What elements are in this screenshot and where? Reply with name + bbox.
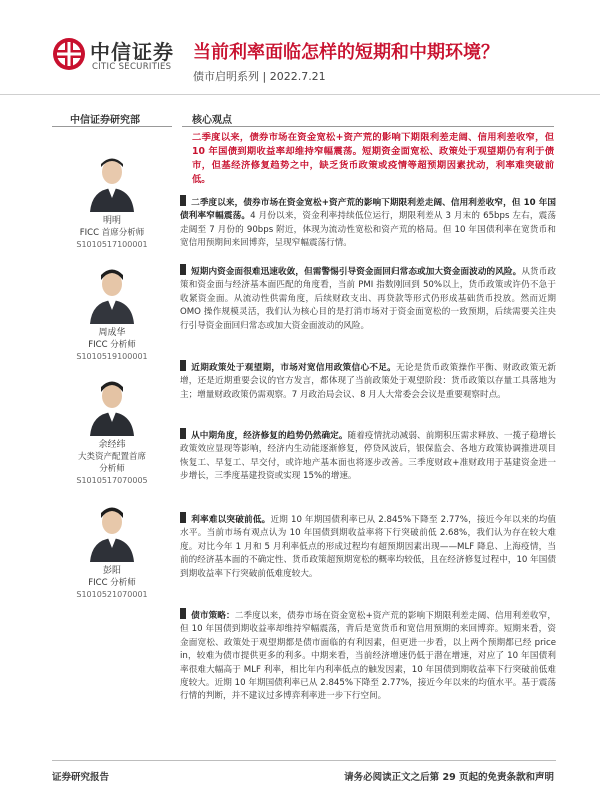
analyst-role: FICC 分析师 xyxy=(88,340,136,350)
analyst-id: S1010519100001 xyxy=(76,352,148,361)
brand-name-en: CITIC SECURITIES xyxy=(92,62,172,72)
avatar xyxy=(86,262,138,324)
paragraph-lead: 近期政策处于观望期，市场对宽信用政策信心不足。 xyxy=(191,363,397,373)
analyst-name: 彭阳 xyxy=(102,566,121,576)
analyst-id: S1010517100001 xyxy=(76,240,148,249)
footer-disclaimer: 请务必阅读正文之后第 29 页起的免责条款和声明 xyxy=(344,772,554,783)
analyst-name: 余经纬 xyxy=(98,440,126,450)
summary-text: 二季度以来，债券市场在资金宽松+资产荒的影响下期限利差走阔、信用利差收窄，但 10 年国债到期收益率却维持窄幅震荡。短期资金面宽松、政策处于观望期仍有利于债市，但基经济修复趋势之中，缺乏货币政策或疫情等超预期因素扰动，利率难突破前低。 xyxy=(192,132,554,185)
report-header xyxy=(0,0,600,100)
footer-label: 证券研究报告 xyxy=(52,772,110,783)
bullet-marker xyxy=(180,195,186,206)
paragraph xyxy=(180,195,556,251)
paragraph-body: 从货币政策和资金面与经济基本面匹配的角度看，当前 PMI 指数刚回到 50%以上，货币政策或许仍不急于收紧资金面。从流动性供需角度，后续财政支出、再贷款等形式仍形成基础货币投放。然而近期 OMO 操作规模灵活，我们认为核心目的是打消市场对于资金面宽松的一致预期，后续需要关注央行引导资金面回归常态或加大资金面波动的风险。 xyxy=(180,267,556,331)
analyst-card xyxy=(52,500,172,601)
report-title: 当前利率面临怎样的短期和中期环境？ xyxy=(193,42,499,63)
header-divider xyxy=(0,94,600,95)
paragraph-body: 随着疫情扰动减弱、前期积压需求释放、一揽子稳增长政策效应显现等影响，经济内生动能逐渐修复，停贷风波后，银保监会、各地方政策协调推进项目恢复工、早复工、早交付，或许地产基本面也将逐步改善。三季度财政+准财政用于基建资金进一步增长，三季度基建投资或实现 15%的增速。 xyxy=(180,431,556,482)
section-rule xyxy=(182,126,554,127)
sidebar-title: 中信证券研究部 xyxy=(70,115,140,126)
paragraph-body: 二季度以来，债券市场在资金宽松+资产荒的影响下期限利差走阔、信用利差收窄，但 10 年国债到期收益率却维持窄幅震荡，背后是宽货币和宽信用预期的来回博弈。短期来看，资金面宽松、政策处于观望期都是债市面临的有利因素，但更进一步看，以上两个预期都已经 price in，较难为债市提供更多的利多。中期来看，当前经济增速仍低于潜在增速，对应了 10 年国债利率很难大幅高于 MLF 利率，相比年内利率低点的触发因素，10 年国债到期收益率下行突破前低难度较大。近期 10 年期国债利率已从 2.845%下降至 2.77%，接近今年以来的均值水平。基于震荡行情的判断，并不建议过多博弈利率进一步下行空间。 xyxy=(180,611,556,702)
analyst-role: FICC 分析师 xyxy=(88,578,136,588)
analyst-card xyxy=(52,262,172,363)
paragraph xyxy=(180,264,556,333)
analyst-name: 周成华 xyxy=(98,328,126,338)
paragraph-body: 近期 10 年期国债利率已从 2.845%下降至 2.77%，接近今年以来的均值水平。当前市场有观点认为 10 年国债到期收益率将下行突破前低 2.68%，我们认为存在较大难度。对比今年 1 月和 5 月利率低点的形成过程均有超预期因素出现——MLF 降息、上海疫情，当前的经济基本面的不确定性、货币政策超预期宽松的概率均较低，且在经济修复过程中，10 年国债到期收益率下行突破前低难度较大。 xyxy=(180,515,556,579)
bullet-marker xyxy=(180,264,186,275)
section-title: 核心观点 xyxy=(192,115,232,126)
sidebar-rule xyxy=(52,126,172,127)
footer-divider xyxy=(52,760,556,761)
analyst-card xyxy=(52,150,172,251)
paragraph xyxy=(180,512,556,581)
bullet-marker xyxy=(180,428,186,439)
paragraph-body: 4 月份以来，资金利率持续低位运行，期限利差从 3 月末的 65bps 左右，震荡走阔至 7 月份的 90bps 附近，体现为流动性宽松和资产荒的格局。但 10 年国债利率在宽货币和宽信用预期间来回博弈，呈现窄幅震荡行情。 xyxy=(180,211,556,249)
brand-name-cn: 中信证券 xyxy=(90,40,174,64)
paragraph-lead: 短期内资金面很难迅速收敛，但需警惕引导资金面回归常态或加大资金面波动的风险。 xyxy=(191,267,522,277)
report-subtitle: 债市启明系列 | 2022.7.21 xyxy=(193,70,326,83)
analyst-role: 大类资产配置首席分析师 xyxy=(77,452,146,474)
analyst-role: FICC 首席分析师 xyxy=(79,228,145,238)
bullet-marker xyxy=(180,360,186,371)
paragraph-lead: 二季度以来，债券市场在资金宽松+资产荒的影响下期限利差走阔、信用利差收窄，但 10 年国债利率窄幅震荡。 xyxy=(180,198,556,222)
analyst-id: S1010517070005 xyxy=(76,476,148,485)
avatar xyxy=(86,374,138,436)
analyst-name: 明明 xyxy=(102,216,121,226)
bullet-marker xyxy=(180,512,186,523)
paragraph-lead: 从中期角度，经济修复的趋势仍然确定。 xyxy=(191,431,348,441)
paragraph-lead: 利率难以突破前低。 xyxy=(191,515,271,525)
bullet-marker xyxy=(180,608,186,619)
paragraph xyxy=(180,428,556,484)
avatar xyxy=(86,500,138,562)
paragraph xyxy=(180,360,556,402)
paragraph xyxy=(180,608,556,704)
analyst-card xyxy=(52,374,172,487)
avatar xyxy=(86,150,138,212)
paragraph-lead: 债市策略： xyxy=(191,611,235,621)
paragraph-body: 无论是货币政策操作平衡、财政政策无新增，还是近期重要会议的官方发言，都体现了当前政策处于观望阶段：货币政策以存量工具落地为主；增量财政政策仍需观察。7 月政治局会议、8 月人大常委会会议是重要观察时点。 xyxy=(180,363,556,400)
citic-logo-icon xyxy=(52,37,86,71)
analyst-id: S1010521070001 xyxy=(76,590,148,599)
